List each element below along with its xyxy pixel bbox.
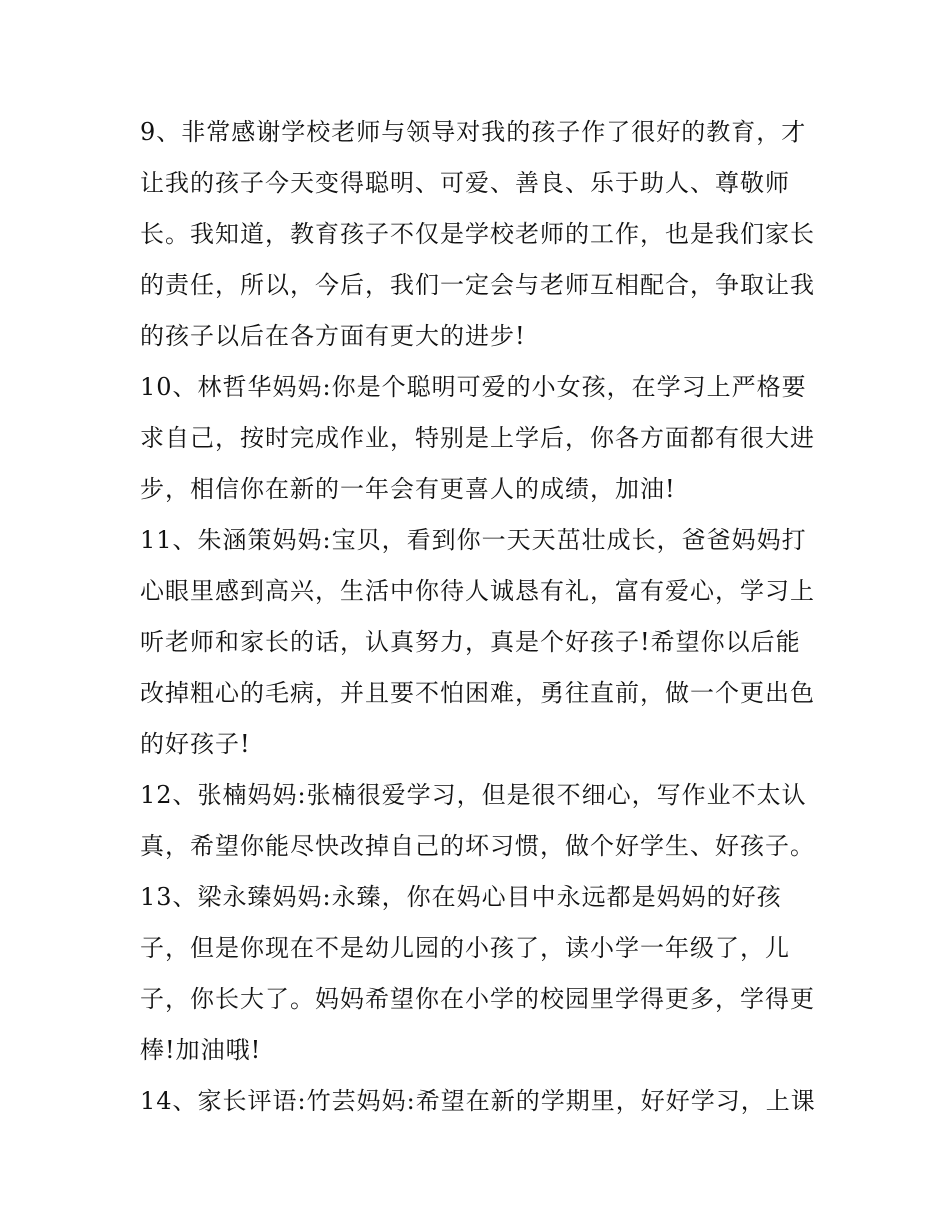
paragraph-10: 10、林哲华妈妈:你是个聪明可爱的小女孩，在学习上严格要求自己，按时完成作业，特别是上学后，你各方面都有很大进步，相信你在新的一年会有更喜人的成绩，加油!: [140, 373, 815, 503]
paragraph-14: 14、家长评语:竹芸妈妈:希望在新的学期里，好好学习，上课: [140, 1087, 816, 1115]
paragraph-12: 12、张楠妈妈:张楠很爱学习，但是很不细心，写作业不太认真，希望你能尽快改掉自己的坏习惯，做个好学生、好孩子。: [140, 781, 815, 860]
paragraph-9: 9、非常感谢学校老师与领导对我的孩子作了很好的教育，才让我的孩子今天变得聪明、可爱、善良、乐于助人、尊敬师长。我知道，教育孩子不仅是学校老师的工作，也是我们家长的责任，所以，今后，我们一定会与老师互相配合，争取让我的孩子以后在各方面有更大的进步!: [140, 118, 815, 350]
paragraph-11: 11、朱涵策妈妈:宝贝，看到你一天天茁壮成长，爸爸妈妈打心眼里感到高兴，生活中你待人诚恳有礼，富有爱心，学习上听老师和家长的话，认真努力，真是个好孩子!希望你以后能改掉粗心的毛病，并且要不怕困难，勇往直前，做一个更出色的好孩子!: [140, 526, 815, 758]
paragraph-13: 13、梁永臻妈妈:永臻，你在妈心目中永远都是妈妈的好孩子，但是你现在不是幼儿园的小孩了，读小学一年级了，儿子，你长大了。妈妈希望你在小学的校园里学得更多，学得更棒!加油哦!: [140, 883, 815, 1064]
